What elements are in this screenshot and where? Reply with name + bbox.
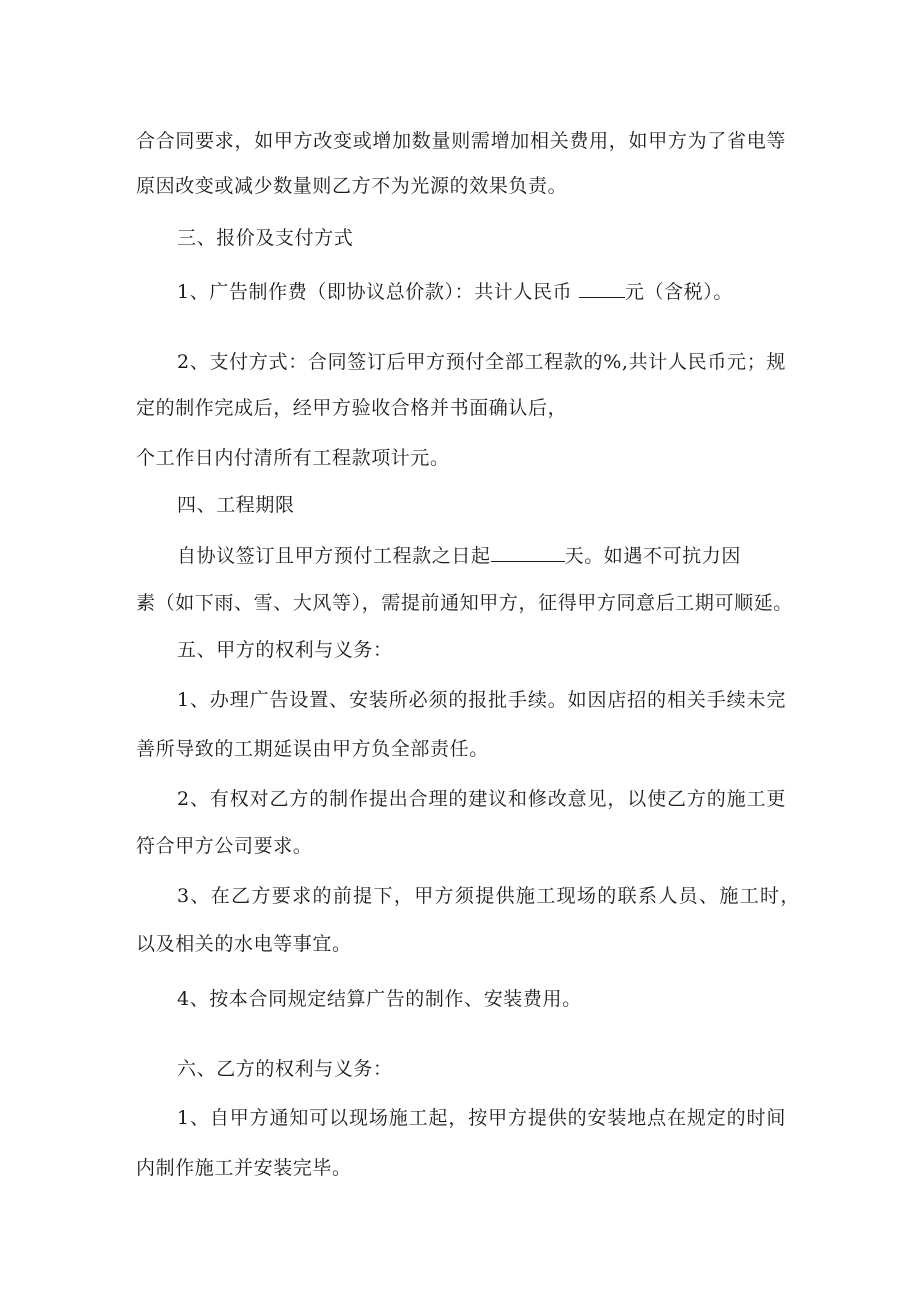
section-3-heading: 三、报价及支付方式 [177,227,354,249]
section-5-item-2-line-2: 符合甲方公司要求。 [136,835,313,857]
section-3-item-1-suffix: 元（含税）。 [624,281,733,303]
section-5-item-2-line-1: 2、有权对乙方的制作提出合理的建议和修改意见，以使乙方的施工更 [177,788,786,810]
section-6-item-1-line-1: 1、自甲方通知可以现场施工起，按甲方提供的安装地点在规定的时间 [177,1107,786,1129]
section-5-item-3-line-1: 3、在乙方要求的前提下，甲方须提供施工现场的联系人员、施工时， [177,885,800,907]
paragraph-1-line-2: 原因改变或减少数量则乙方不为光源的效果负责。 [136,175,568,197]
section-6-heading: 六、乙方的权利与义务： [177,1058,393,1080]
section-3-item-2-line-2: 定的制作完成后，经甲方验收合格并书面确认后， [136,397,568,419]
section-3-item-1-prefix: 1、广告制作费（即协议总价款）：共计人民币 [177,281,579,303]
section-4-line-1-prefix: 自协议签订且甲方预付工程款之日起 [177,545,491,567]
section-4-line-2: 素（如下雨、雪、大风等），需提前通知甲方，征得甲方同意后工期可顺延。 [136,592,793,614]
paragraph-1-line-1: 合合同要求，如甲方改变或增加数量则需增加相关费用，如甲方为了省电等 [136,130,786,152]
section-5-item-3-line-2: 以及相关的水电等事宜。 [136,933,352,955]
section-3-item-2-line-3: 个工作日内付清所有工程款项计元。 [136,447,450,469]
section-3-item-1 [177,279,733,304]
section-5-item-1-line-1: 1、办理广告设置、安装所必须的报批手续。如因店招的相关手续未完 [177,689,786,711]
section-5-item-1-line-2: 善所导致的工期延误由甲方负全部责任。 [136,738,489,760]
amount-blank [579,279,625,298]
section-4-line-1-suffix: 天。如遇不可抗力因 [564,545,742,567]
section-3-item-2-line-1: 2、支付方式：合同签订后甲方预付全部工程款的%,共计人民币元；规 [177,351,786,373]
section-6-item-1-line-2: 内制作施工并安装完毕。 [136,1157,352,1179]
section-5-item-4: 4、按本合同规定结算广告的制作、安装费用。 [177,988,582,1010]
section-4-line-1 [177,543,741,568]
section-5-heading: 五、甲方的权利与义务： [177,639,393,661]
section-4-heading: 四、工程期限 [177,494,295,516]
days-blank [491,543,565,562]
